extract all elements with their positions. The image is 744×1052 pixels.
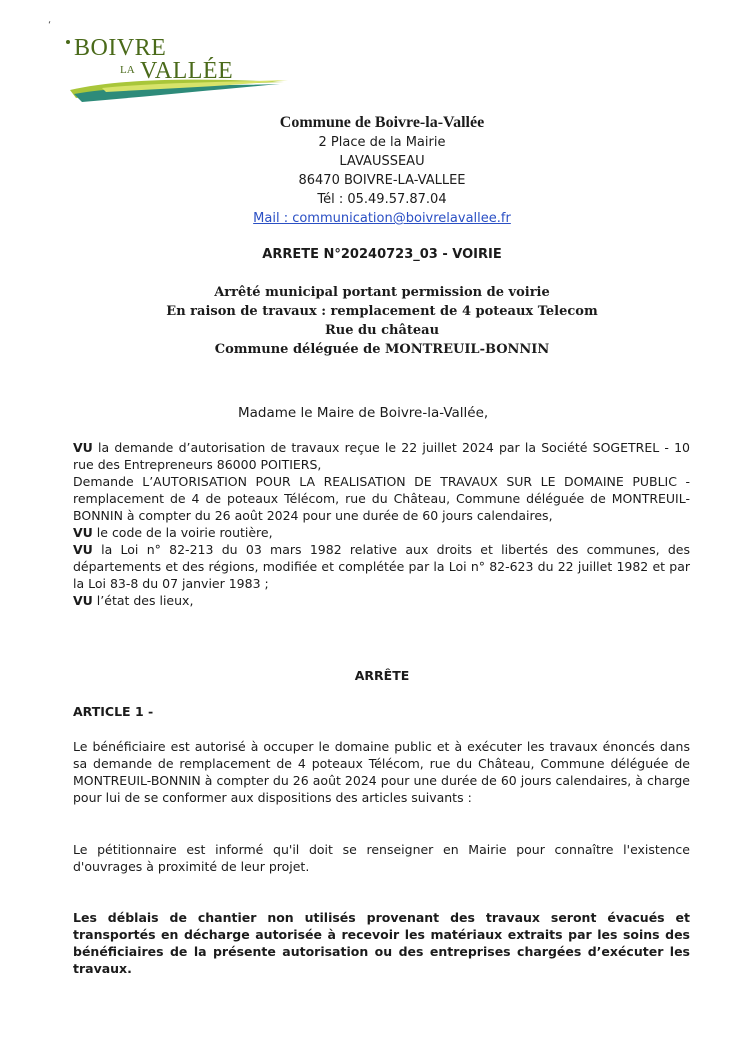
article-1-heading: ARTICLE 1 - — [73, 704, 154, 719]
consideration-item: Demande L’AUTORISATION POUR LA REALISATION DE TRAVAUX SUR LE DOMAINE PUBLIC - remplacement de 4 de poteaux Télécom, rue du Château, Commune déléguée de MONTREUIL-BONNIN à compter du 26 août 2024 pour une durée de 60 jours calendaires, — [73, 474, 690, 523]
decree-title — [0, 283, 744, 359]
logo-word-la: LA — [120, 64, 135, 76]
decree-reference: ARRETE N°20240723_03 - VOIRIE — [262, 247, 502, 262]
article-1-paragraph-3: Les déblais de chantier non utilisés provenant des travaux seront évacués et transportés en décharge autorisée à recevoir les matériaux extraits par les soins des bénéficiaires de la présente autorisation ou des entreprises chargées d’exécuter les travaux. — [73, 910, 690, 976]
mail-link[interactable]: Mail : communication@boivrelavallee.fr — [253, 211, 511, 226]
considerations — [73, 439, 690, 609]
consideration-item: VU la Loi n° 82-213 du 03 mars 1982 relative aux droits et libertés des communes, des départements et des régions, modifiée et complétée par la Loi n° 82-623 du 22 juillet 1982 et par la Loi 83-8 du 07 janvier 1983 ; — [73, 542, 690, 591]
address-line-3: 86470 BOIVRE-LA-VALLEE — [298, 173, 466, 188]
consideration-item: VU l’état des lieux, — [73, 593, 194, 608]
logo-dot — [66, 40, 70, 44]
article-1-paragraph-1: Le bénéficiaire est autorisé à occuper le domaine public et à exécuter les travaux énoncés dans sa demande de remplacement de 4 poteaux Télécom, rue du Château, Commune déléguée de MONTREUIL-BONNIN à compter du 26 août 2024 pour une durée de 60 jours calendaires, à charge pour lui de se conformer aux dispositions des articles suivants : — [73, 739, 690, 805]
article-1-paragraph-2: Le pétitionnaire est informé qu'il doit se renseigner en Mairie pour connaître l'existence d'ouvrages à proximité de leur projet. — [73, 842, 690, 874]
salutation: Madame le Maire de Boivre-la-Vallée, — [238, 405, 489, 421]
letterhead — [0, 112, 744, 228]
title-line-1: Arrêté municipal portant permission de voirie — [214, 285, 550, 300]
consideration-item: VU la demande d’autorisation de travaux reçue le 22 juillet 2024 par la Société SOGETREL - 10 rue des Entrepreneurs 86000 POITIERS, — [73, 440, 690, 472]
title-line-3: Rue du château — [324, 323, 440, 338]
logo-word-vallee: VALLÉE — [140, 58, 234, 84]
arrete-heading: ARRÊTE — [354, 668, 410, 683]
consideration-item: VU le code de la voirie routière, — [73, 525, 273, 540]
commune-name: Commune de Boivre-la-Vallée — [279, 114, 485, 131]
address-line-1: 2 Place de la Mairie — [318, 135, 446, 150]
address-line-2: LAVAUSSEAU — [339, 154, 425, 169]
logo-word-boivre: BOIVRE — [74, 35, 167, 61]
boivre-la-vallee-logo — [62, 32, 292, 104]
title-line-2: En raison de travaux : remplacement de 4 poteaux Telecom — [166, 304, 598, 319]
corner-mark: ‘ — [48, 20, 52, 31]
title-line-4: Commune déléguée de MONTREUIL-BONNIN — [214, 342, 550, 357]
phone-line: Tél : 05.49.57.87.04 — [317, 192, 447, 207]
